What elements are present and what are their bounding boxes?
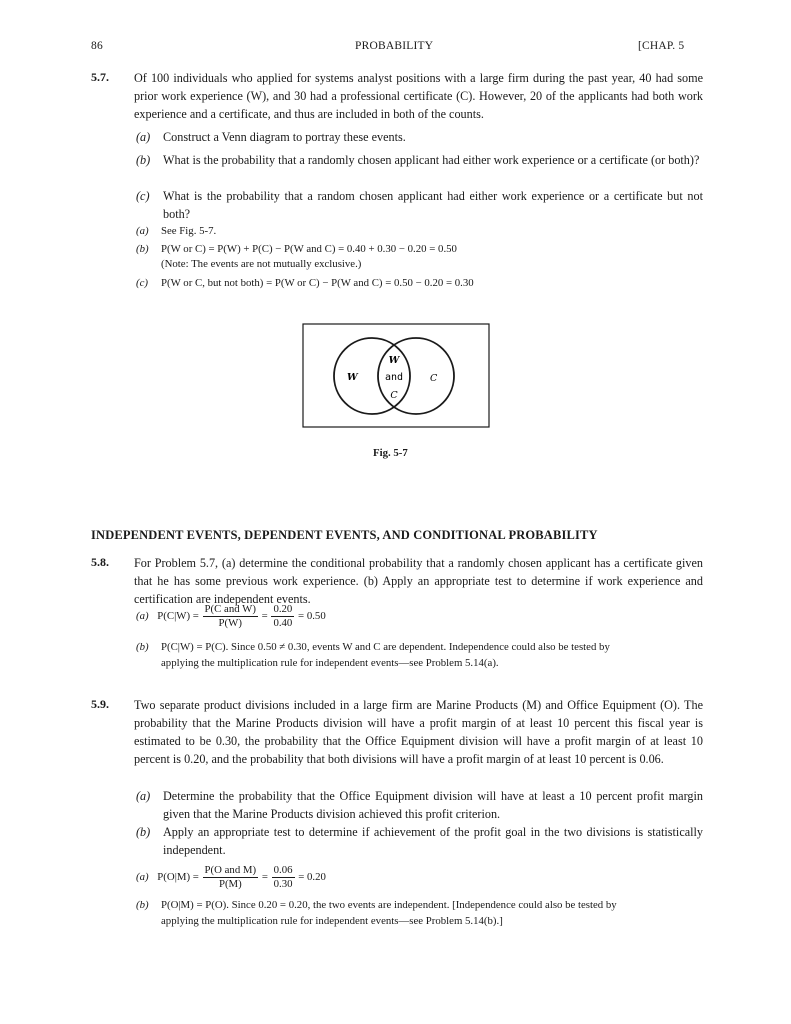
problem-number-5-9: 5.9. bbox=[91, 697, 109, 711]
problem-5-9-part-b: Apply an appropriate test to determine if achievement of the profit goal in the two divisions is statistically independent. bbox=[163, 825, 703, 857]
figure-caption: Fig. 5-7 bbox=[373, 447, 408, 459]
fraction-numeric: $\frac{0.20}{0.40}$ bbox=[273, 603, 293, 629]
answer-5-7-a: See Fig. 5-7. bbox=[161, 225, 217, 237]
part-label: (b) bbox=[136, 153, 151, 167]
part-label: (a) bbox=[136, 789, 151, 803]
answer-label: (c) bbox=[136, 277, 148, 289]
problem-5-7-part-c: What is the probability that a random chosen applicant had either work experience or a certificate but not both? bbox=[163, 189, 703, 221]
fraction-numeric: $\frac{0.06}{0.30}$ bbox=[273, 864, 293, 890]
label-c: C bbox=[430, 373, 438, 384]
answer-label: (b) bbox=[136, 899, 149, 911]
problem-number-5-8: 5.8. bbox=[91, 555, 109, 569]
problem-5-7-part-b: What is the probability that a randomly chosen applicant had either work experience or a certificate (or both)? bbox=[163, 153, 700, 167]
answer-5-8-b-line1: P(C|W) = P(C). Since 0.50 ≠ 0.30, events W and C are dependent. Independence could also be tested by bbox=[161, 641, 610, 653]
running-title: PROBABILITY bbox=[355, 40, 434, 52]
section-heading: INDEPENDENT EVENTS, DEPENDENT EVENTS, AND CONDITIONAL PROBABILITY bbox=[91, 528, 598, 542]
label-intersection-and: and bbox=[384, 372, 404, 383]
part-label: (a) bbox=[136, 130, 151, 144]
answer-label: (b) bbox=[136, 641, 149, 653]
lhs: P(C|W) = bbox=[157, 609, 199, 622]
problem-5-9-part-a: Determine the probability that the Office Equipment division will have at least a 10 percent profit margin given that the Marine Products division achieved this profit criterion. bbox=[163, 789, 703, 821]
problem-5-7-text: Of 100 individuals who applied for systems analyst positions with a large firm during the past year, 40 had some prior work experience (W), and 30 had a professional certificate (C). However, 20 of the applicants had both work experience and a certificate, and thus are included in both of the counts. bbox=[134, 71, 703, 121]
label-w: W bbox=[347, 372, 358, 383]
fraction-symbolic: $\frac{\text{P(C and W)}}{P(W)}$ bbox=[204, 603, 256, 629]
answer-5-7-c: P(W or C, but not both) = P(W or C) − P(W and C) = 0.50 − 0.20 = 0.30 bbox=[161, 277, 474, 289]
label-intersection-c: C bbox=[390, 390, 398, 401]
answer-label: (b) bbox=[136, 243, 149, 255]
part-label: (c) bbox=[136, 189, 150, 203]
venn-diagram bbox=[302, 323, 492, 429]
fraction-symbolic: $\frac{\text{P(O and M)}}{P(M)}$ bbox=[204, 864, 257, 890]
lhs: P(O|M) = bbox=[157, 870, 199, 883]
answer-5-9-a: (a) P(O|M) = $\frac{\text{P(O and M)}}{P(M)}$ = $\frac{0.06}{0.30}$ = 0.20 bbox=[136, 864, 326, 890]
answer-5-8-a: (a) P(C|W) = $\frac{\text{P(C and W)}}{P(W)}$ = $\frac{0.20}{0.40}$ = 0.50 bbox=[136, 603, 326, 629]
problem-5-9-text: Two separate product divisions included in a large firm are Marine Products (M) and Office Equipment (O). The probability that the Marine Products division will have a profit margin of at least 10 percent this fiscal year is estimated to be 0.30, the probability that the Office Equipment division will have a profit margin of at least 10 percent is 0.20, and the probability that both divisions will have a profit margin of at least 10 percent is 0.06. bbox=[134, 698, 703, 766]
answer-5-8-b-line2: applying the multiplication rule for independent events—see Problem 5.14(a). bbox=[161, 657, 499, 669]
label-intersection-w: W bbox=[388, 355, 400, 366]
problem-number-5-7: 5.7. bbox=[91, 70, 109, 84]
chapter-label: [CHAP. 5 bbox=[638, 40, 685, 52]
answer-5-7-note: (Note: The events are not mutually exclusive.) bbox=[161, 258, 362, 270]
answer-5-7-b: P(W or C) = P(W) + P(C) − P(W and C) = 0.40 + 0.30 − 0.20 = 0.50 bbox=[161, 243, 457, 255]
answer-5-9-b-line1: P(O|M) = P(O). Since 0.20 = 0.20, the two events are independent. [Independence could also be tested by bbox=[161, 899, 617, 911]
part-label: (b) bbox=[136, 825, 151, 839]
answer-label: (a) bbox=[136, 225, 149, 237]
answer-5-9-b-line2: applying the multiplication rule for independent events—see Problem 5.14(b).] bbox=[161, 915, 503, 927]
problem-5-7-part-a: Construct a Venn diagram to portray these events. bbox=[163, 130, 406, 144]
page-number: 86 bbox=[91, 40, 103, 52]
problem-5-8-text: For Problem 5.7, (a) determine the conditional probability that a randomly chosen applicant has a certificate given that he has some previous work experience. (b) Apply an appropriate test to determine if work experience and certification are independent events. bbox=[134, 556, 703, 606]
